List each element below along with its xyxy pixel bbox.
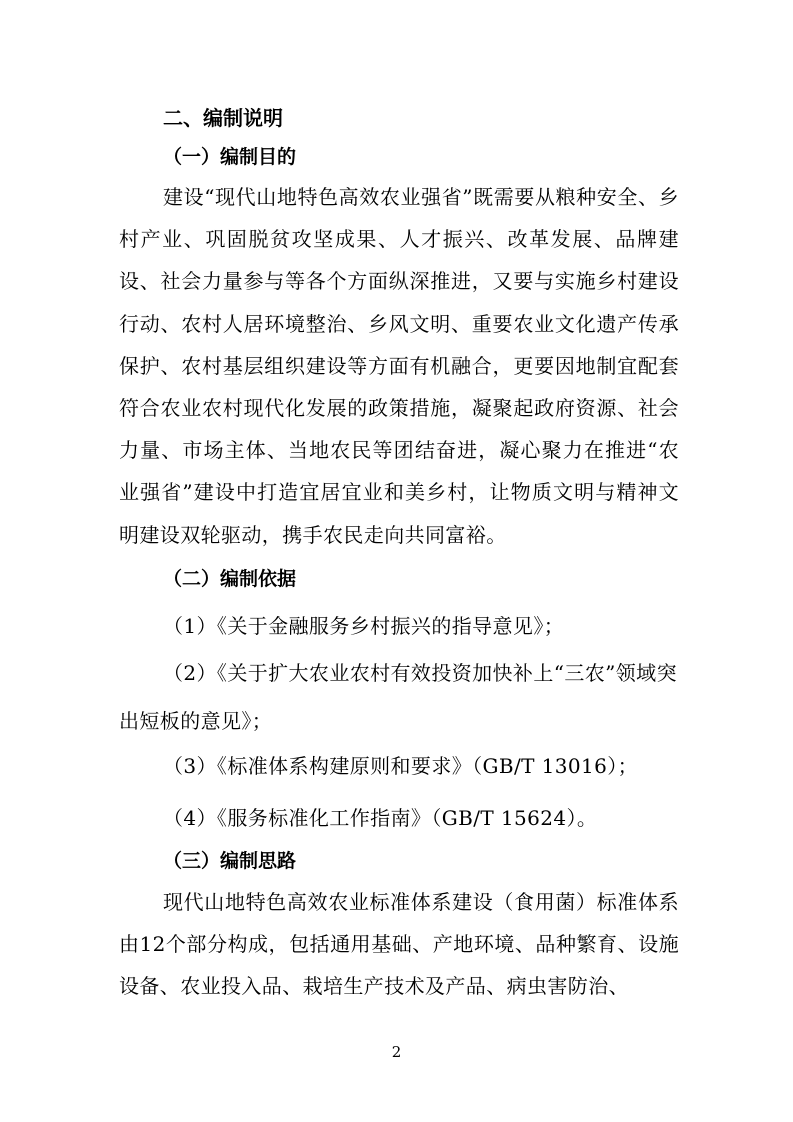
basis-item-2: （2）《关于扩大农业农村有效投资加快补上“三农”领域突出短板的意见》； — [119, 661, 677, 733]
purpose-paragraph: 建设“现代山地特色高效农业强省”既需要从粮种安全、乡村产业、巩固脱贫攻坚成果、人才振兴、改革发展、品牌建设、社会力量参与等各个方面纵深推进，又要与实施乡村建设行动、农村人居环境整治、乡风文明、重要农业文化遗产传承保护、农村基层组织建设等方面有机融合，更要因地制宜配套符合农业农村现代化发展的政策措施，凝聚起政府资源、社会力量、市场主体、当地农民等团结奋进，凝心聚力在推进“农业强省”建设中打造宜居宜业和美乡村，让物质文明与精神文明建设双轮驱动，携手农民走向共同富裕。 — [119, 185, 679, 547]
subsection-heading-basis: （二）编制依据 — [163, 568, 297, 590]
basis-item-1: （1）《关于金融服务乡村振兴的指导意见》； — [163, 614, 565, 638]
approach-paragraph: 现代山地特色高效农业标准体系建设（食用菌）标准体系由12个部分构成，包括通用基础、产地环境、品种繁育、设施设备、农业投入品、栽培生产技术及产品、病虫害防治、 — [119, 890, 679, 999]
page-number: 2 — [391, 1043, 402, 1061]
subsection-heading-approach: （三）编制思路 — [163, 850, 297, 872]
subsection-heading-purpose: （一）编制目的 — [163, 146, 297, 168]
basis-item-4: （4）《服务标准化工作指南》（GB/T 15624）。 — [163, 806, 598, 830]
basis-item-3: （3）《标准体系构建原则和要求》（GB/T 13016）； — [163, 754, 639, 778]
section-title: 二、编制说明 — [163, 106, 283, 130]
